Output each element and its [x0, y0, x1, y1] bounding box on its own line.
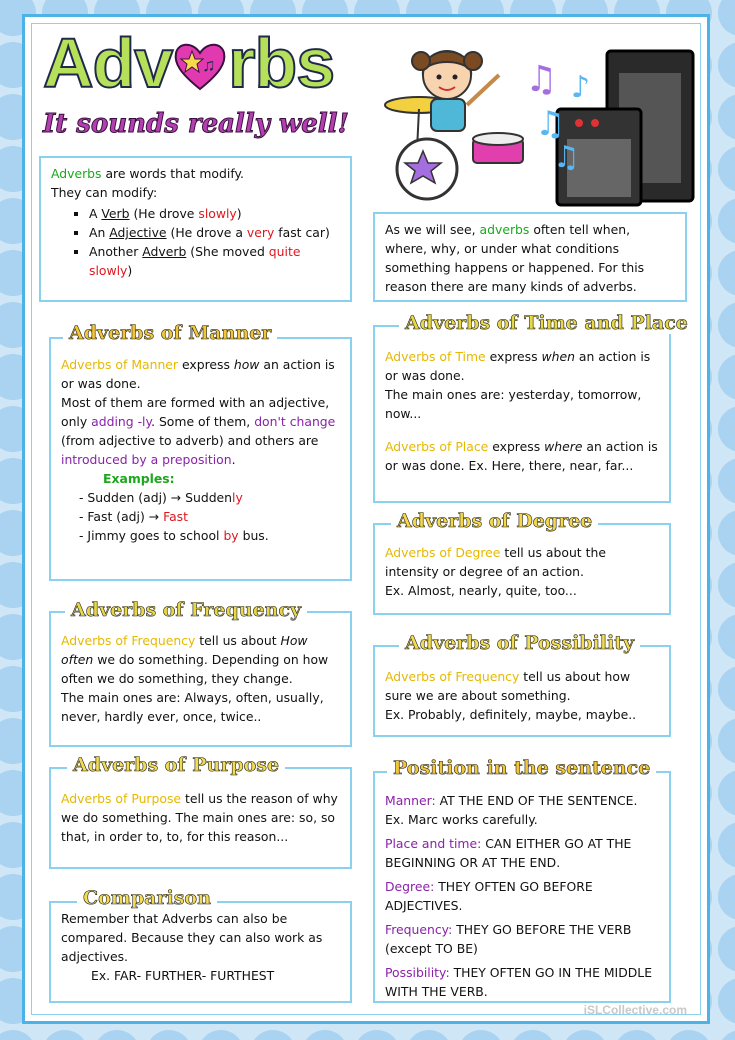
frequency-main-ones: The main ones are: Always, often, usually, never, hardly ever, once, twice..: [61, 690, 324, 724]
background-dot: [302, 1030, 348, 1040]
possibility-box: Adverbs of Frequency tell us about how sure we are about something. Ex. Probably, definitely, maybe, maybe..: [373, 645, 671, 737]
comparison-example: Ex. FAR- FURTHER- FURTHEST: [91, 968, 275, 983]
position-heading: Position in the sentence: [387, 757, 656, 779]
speaker-knob: [575, 119, 583, 127]
list-item: - Fast (adj) → Fast: [101, 507, 340, 526]
background-dot: [718, 0, 735, 36]
background-dot: [718, 250, 735, 296]
modify-list: [51, 204, 340, 280]
background-dot: [458, 1030, 504, 1040]
list-item: - Sudden (adj) → Suddenly: [101, 488, 340, 507]
manner-heading: Adverbs of Manner: [63, 322, 277, 344]
title-start: Adv: [43, 24, 173, 102]
possibility-examples: Ex. Probably, definitely, maybe, maybe..: [385, 707, 637, 722]
background-dot: [718, 94, 735, 140]
intro-adverbs-word: Adverbs: [51, 166, 102, 181]
background-dot: [250, 1030, 296, 1040]
examples-list: [61, 488, 340, 545]
worksheet: [22, 14, 710, 1024]
heart-music-icon: [172, 27, 228, 79]
background-dot: [562, 1030, 608, 1040]
background-dot: [94, 1030, 140, 1040]
music-note-icon: ♪: [571, 70, 591, 105]
frequency-box: Adverbs of Frequency tell us about How often we do something. Depending on how often we do something, they change. The main ones are: Always, often, usually, never, hardly ever, once, twice..: [49, 611, 352, 747]
degree-examples: Ex. Almost, nearly, quite, too...: [385, 583, 577, 598]
background-dot: [666, 1030, 712, 1040]
background-dot: [718, 874, 735, 920]
intro-line1: are words that modify.: [101, 166, 244, 181]
background-dot: [718, 510, 735, 556]
time-main-ones: The main ones are: yesterday, tomorrow, now...: [385, 387, 642, 421]
background-dot: [718, 42, 735, 88]
possibility-heading: Adverbs of Possibility: [399, 632, 640, 654]
comparison-box: [49, 901, 352, 1003]
background-dot: [718, 458, 735, 504]
background-dot: [718, 614, 735, 660]
intro-box: [39, 156, 352, 302]
subtitle: It sounds really well!: [43, 109, 349, 139]
svg-text:♫: ♫: [202, 55, 215, 75]
comparison-text: Remember that Adverbs can also be compared. Because they can also work as adjectives.: [61, 911, 323, 964]
examples-label: Examples:: [103, 471, 175, 486]
background-dot: [718, 822, 735, 868]
comparison-heading: Comparison: [77, 887, 217, 909]
purpose-box: Adverbs of Purpose tell us the reason of why we do something. The main ones are: so, so that, in order to, to, for this reason...: [49, 767, 352, 869]
time-place-heading: Adverbs of Time and Place: [399, 312, 694, 334]
background-dot: [718, 926, 735, 972]
background-dot: [718, 770, 735, 816]
background-dot: [718, 718, 735, 764]
music-note-icon: ♫: [525, 59, 558, 100]
see-box: As we will see, adverbs often tell when, where, why, or under what conditions something happens or happened. For this reason there are many kinds of adverbs.: [373, 212, 687, 302]
background-dot: [718, 562, 735, 608]
music-note-icon: ♫: [535, 104, 566, 144]
background-dot: [718, 978, 735, 1024]
intro-line2: They can modify:: [51, 185, 158, 200]
list-item: ▪ An Adjective (He drove a very fast car): [89, 223, 340, 242]
background-dot: [718, 1030, 735, 1040]
background-dot: [718, 146, 735, 192]
list-item: ▪ Another Adverb (She moved quite slowly): [89, 242, 340, 280]
page-title: [43, 23, 334, 103]
background-dot: [718, 666, 735, 712]
background-dot: [510, 1030, 556, 1040]
drummer-illustration: [375, 31, 705, 211]
background-dot: [406, 1030, 452, 1040]
list-item: - Jimmy goes to school by bus.: [101, 526, 340, 545]
background-dot: [146, 1030, 192, 1040]
list-item: ▪ A Verb (He drove slowly): [89, 204, 340, 223]
position-box: Manner: AT THE END OF THE SENTENCE. Ex. Marc works carefully. Place and time: CAN EITHER GO AT THE BEGINNING OR AT THE END. Degree: THEY OFTEN GO BEFORE ADJECTIVES. Frequency: THEY GO BEFORE THE VERB (except TO BE) Possibility: THEY OFTEN GO IN THE MIDDLE WITH THE VERB.: [373, 771, 671, 1003]
degree-heading: Adverbs of Degree: [391, 510, 598, 532]
background-dot: [718, 406, 735, 452]
background-dot: [718, 354, 735, 400]
title-end: rbs: [228, 24, 335, 102]
background-dot: [718, 198, 735, 244]
background-dot: [354, 1030, 400, 1040]
background-dot: [42, 1030, 88, 1040]
degree-box: Adverbs of Degree tell us about the intensity or degree of an action. Ex. Almost, nearly, quite, too...: [373, 523, 671, 615]
time-place-box: Adverbs of Time express when an action is or was done. The main ones are: yesterday, tomorrow, now... Adverbs of Place express where an action is or was done. Ex. Here, there, near, far...: [373, 325, 671, 503]
background-dot: [198, 1030, 244, 1040]
manner-box: Adverbs of Manner express how an action is or was done. Most of them are formed with an adjective, only adding -ly. Some of them, don't change (from adjective to adverb) and others are introduced by a preposition. Examples: - Sudden (adj) → Suddenly - Fast (adj) → Fast - Jimmy goes to school by bus.: [49, 337, 352, 581]
background-dot: [718, 302, 735, 348]
background-dot: [0, 1030, 36, 1040]
background-dot: [614, 1030, 660, 1040]
speaker-knob: [591, 119, 599, 127]
music-note-icon: ♫: [553, 140, 580, 175]
frequency-heading: Adverbs of Frequency: [65, 599, 307, 621]
purpose-heading: Adverbs of Purpose: [67, 754, 285, 776]
watermark: iSLCollective.com: [583, 1003, 687, 1017]
